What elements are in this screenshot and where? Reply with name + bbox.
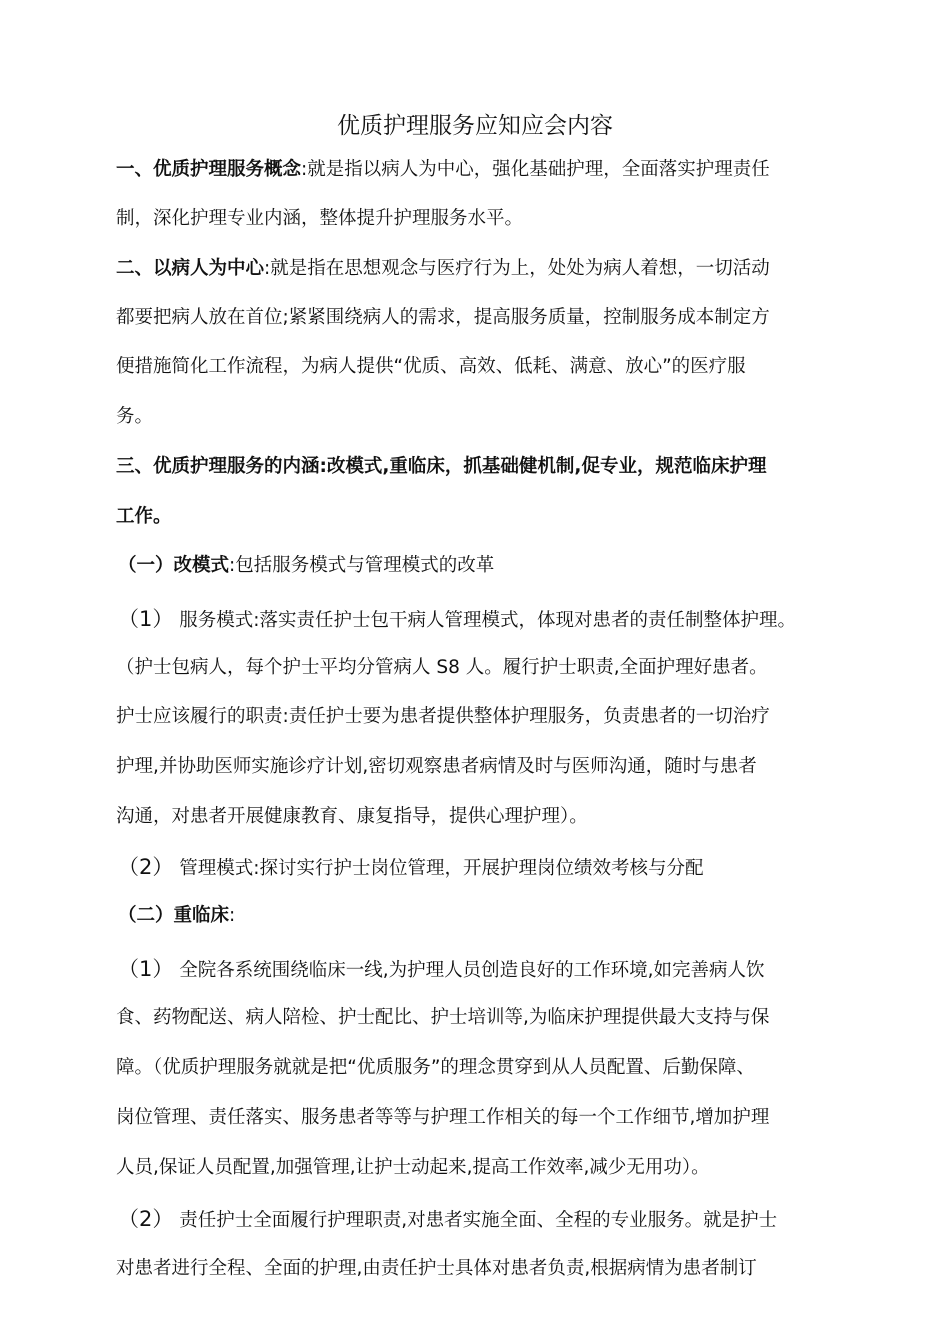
section-2-line-4: 务。 xyxy=(116,406,154,427)
item-number: （2） xyxy=(118,855,174,879)
subsection-1-text: :包括服务模式与管理模式的改革 xyxy=(229,555,495,576)
item-1-1-line-2: （护士包病人，每个护士平均分管病人 S8 人。履行护士职责,全面护理好患者。 xyxy=(116,657,768,678)
item-text: 服务模式:落实责任护士包干病人管理模式，体现对患者的责任制整体护理。 xyxy=(173,610,796,631)
item-2-1-line-2: 食、药物配送、病人陪检、护士配比、护士培训等,为临床护理提供最大支持与保 xyxy=(116,1007,770,1028)
item-2-2-line-1 xyxy=(118,1199,878,1239)
item-2-1-line-3: 障。（优质护理服务就就是把“优质服务”的理念贯穿到从人员配置、后勤保障、 xyxy=(116,1057,755,1078)
item-1-1-line-1 xyxy=(118,599,878,639)
section-1-heading: 一、优质护理服务概念 xyxy=(116,159,302,180)
item-text: 全院各系统围绕临床一线,为护理人员创造良好的工作环境,如完善病人饮 xyxy=(173,960,765,981)
item-text: 管理模式:探讨实行护士岗位管理，开展护理岗位绩效考核与分配 xyxy=(173,858,704,879)
section-1-line-1 xyxy=(116,150,876,190)
item-1-1-line-3: 护士应该履行的职责:责任护士要为患者提供整体护理服务，负责患者的一切治疗 xyxy=(116,706,770,727)
item-number: （1） xyxy=(118,957,174,981)
subsection-2-line xyxy=(118,896,878,936)
section-2-text: :就是指在思想观念与医疗行为上，处处为病人着想，一切活动 xyxy=(264,258,770,279)
section-1-line-2: 制，深化护理专业内涵，整体提升护理服务水平。 xyxy=(116,208,524,229)
section-1-text: :就是指以病人为中心，强化基础护理，全面落实护理责任 xyxy=(301,159,770,180)
item-number: （1） xyxy=(118,607,174,631)
section-3-line-2: 工作。 xyxy=(116,506,172,527)
item-1-1-line-5: 沟通，对患者开展健康教育、康复指导，提供心理护理）。 xyxy=(116,806,588,827)
section-3-line-1: 三、优质护理服务的内涵:改模式,重临床，抓基础健机制,促专业，规范临床护理 xyxy=(116,456,767,477)
section-2-heading: 二、以病人为中心 xyxy=(116,258,265,279)
item-number: （2） xyxy=(118,1207,174,1231)
section-2-line-1 xyxy=(116,249,876,289)
item-2-1-line-5: 人员,保证人员配置,加强管理,让护士动起来,提高工作效率,减少无用功）。 xyxy=(116,1157,710,1178)
section-2-line-2: 都要把病人放在首位;紧紧围绕病人的需求，提高服务质量，控制服务成本制定方 xyxy=(116,307,770,328)
subsection-1-line xyxy=(118,546,878,586)
subsection-2-heading: （二）重临床 xyxy=(118,905,230,926)
item-text: 责任护士全面履行护理职责,对患者实施全面、全程的专业服务。就是护士 xyxy=(173,1210,778,1231)
section-2-line-3: 便措施简化工作流程，为病人提供“优质、高效、低耗、满意、放心”的医疗服 xyxy=(116,356,746,377)
document-title: 优质护理服务应知应会内容 xyxy=(337,113,613,139)
item-1-1-line-4: 护理,并协助医师实施诊疗计划,密切观察患者病情及时与医师沟通，随时与患者 xyxy=(116,756,757,777)
subsection-2-text: : xyxy=(229,905,236,926)
item-2-1-line-4: 岗位管理、责任落实、服务患者等等与护理工作相关的每一个工作细节,增加护理 xyxy=(116,1107,770,1128)
item-2-1-line-1 xyxy=(118,949,878,989)
item-1-2-line-1 xyxy=(118,847,878,887)
item-2-2-line-2: 对患者进行全程、全面的护理,由责任护士具体对患者负责,根据病情为患者制订 xyxy=(116,1258,757,1279)
subsection-1-heading: （一）改模式 xyxy=(118,555,230,576)
